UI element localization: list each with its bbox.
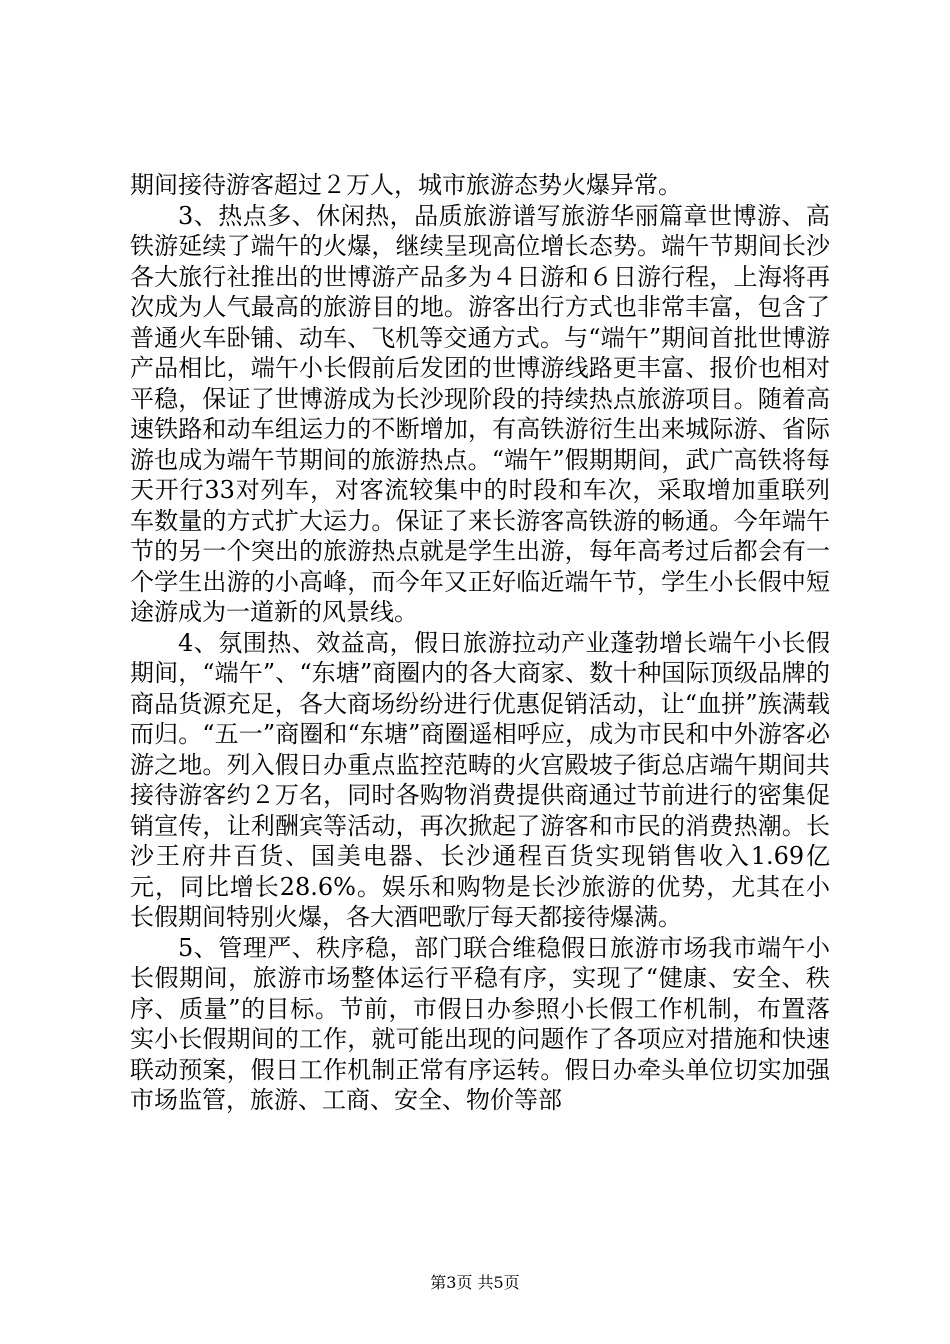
paragraph-continuation: 期间接待游客超过２万人，城市旅游态势火爆异常。 <box>130 171 682 199</box>
document-body <box>130 170 830 1116</box>
paragraph-item-5: 5、管理严、秩序稳，部门联合维稳假日旅游市场我市端午小长假期间，旅游市场整体运行平稳有序，实现了“健康、安全、秩序、质量”的目标。节前，市假日办参照小长假工作机制，布置落实小长假期间的工作，就可能出现的问题作了各项应对措施和快速联动预案，假日工作机制正常有序运转。假日办牵头单位切实加强市场监管，旅游、工商、安全、物价等部 <box>130 933 830 1114</box>
paragraph-item-3: 3、热点多、休闲热，品质旅游谱写旅游华丽篇章世博游、高铁游延续了端午的火爆，继续呈现高位增长态势。端午节期间长沙各大旅行社推出的世博游产品多为４日游和６日游行程，上海将再次成为人气最高的旅游目的地。游客出行方式也非常丰富，包含了普通火车卧铺、动车、飞机等交通方式。与“端午”期间首批世博游产品相比，端午小长假前后发团的世博游线路更丰富、报价也相对平稳，保证了世博游成为长沙现阶段的持续热点旅游项目。随着高速铁路和动车组运力的不断增加，有高铁游衍生出来城际游、省际游也成为端午节期间的旅游热点。“端午”假期期间，武广高铁将每天开行33对列车，对客流较集中的时段和车次，采取增加重联列车数量的方式扩大运力。保证了来长游客高铁游的畅通。今年端午节的另一个突出的旅游热点就是学生出游，每年高考过后都会有一个学生出游的小高峰，而今年又正好临近端午节，学生小长假中短途游成为一道新的风景线。 <box>130 201 830 626</box>
paragraph-item-4: 4、氛围热、效益高，假日旅游拉动产业蓬勃增长端午小长假期间，“端午”、“东塘”商圈内的各大商家、数十种国际顶级品牌的商品货源充足，各大商场纷纷进行优惠促销活动，让“血拼”族满载而归。“五一”商圈和“东塘”商圈遥相呼应，成为市民和中外游客必游之地。列入假日办重点监控范畴的火宫殿坡子街总店端午期间共接待游客约２万名，同时各购物消费提供商通过节前进行的密集促销宣传，让利酬宾等活动，再次掀起了游客和市民的消费热潮。长沙王府井百货、国美电器、长沙通程百货实现销售收入1.69亿元，同比增长28.6%。娱乐和购物是长沙旅游的优势，尤其在小长假期间特别火爆，各大酒吧歌厅每天都接待爆满。 <box>130 628 830 931</box>
page-number-label: 第3页 共5页 <box>430 1273 520 1292</box>
page-footer <box>0 1270 950 1293</box>
